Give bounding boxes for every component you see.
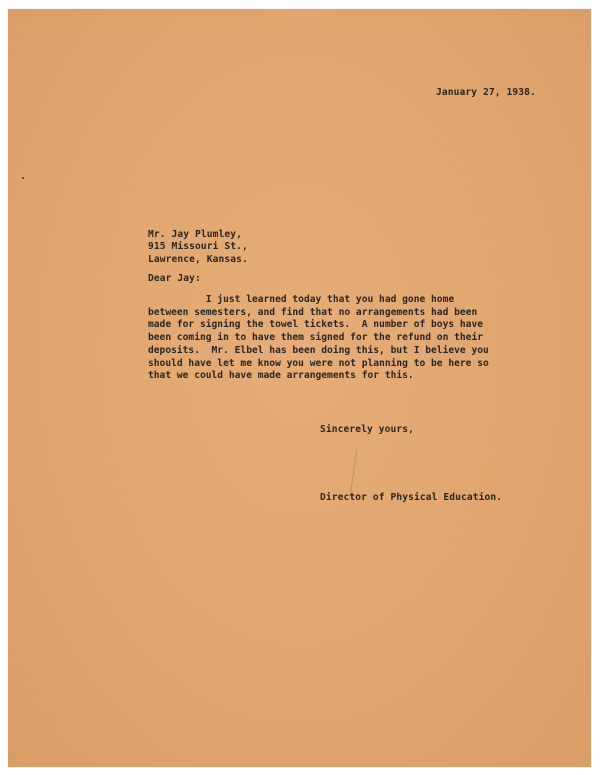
body-line: made for signing the towel tickets. A number of boys have (148, 319, 484, 331)
signature-title: Director of Physical Education. (320, 492, 503, 503)
letter-date: January 27, 1938. (436, 87, 536, 98)
body-line: between semesters, and find that no arrangements had been (148, 306, 478, 318)
closing: Sincerely yours, (320, 424, 415, 435)
letter-page (8, 9, 591, 767)
recipient-street: 915 Missouri St., (148, 241, 248, 252)
body-line: should have let me know you were not planning to be here so (148, 357, 489, 369)
letter-body (148, 294, 489, 383)
salutation: Dear Jay: (148, 273, 201, 284)
paper-speck (22, 177, 24, 179)
body-line: I just learned today that you had gone home (148, 294, 455, 305)
body-line: deposits. Mr. Elbel has been doing this, but I believe you (148, 344, 489, 356)
recipient-name: Mr. Jay Plumley, (148, 229, 243, 240)
body-line: been coming in to have them signed for the refund on their (148, 332, 484, 344)
recipient-city: Lawrence, Kansas. (148, 254, 248, 265)
body-line: that we could have made arrangements for this. (148, 370, 414, 382)
pencil-mark (350, 449, 358, 497)
